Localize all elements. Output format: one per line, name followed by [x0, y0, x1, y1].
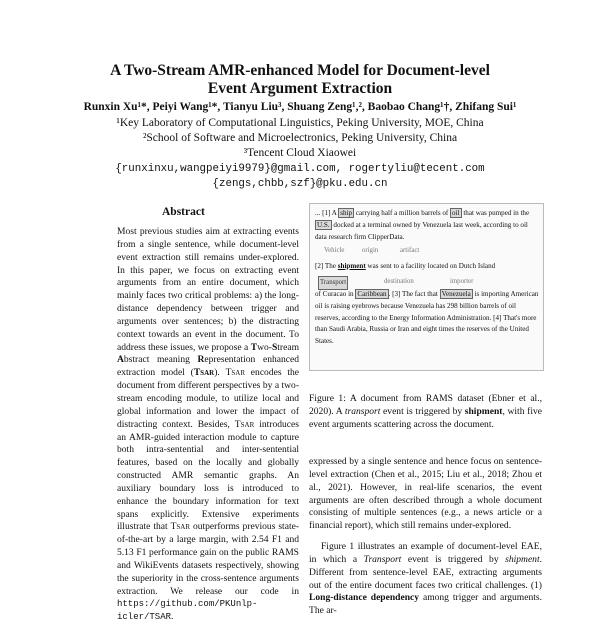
affiliation-1: ¹Key Laboratory of Computational Linguistics, Peking University, MOE, China	[116, 117, 484, 129]
label-transport: Transport	[318, 276, 348, 290]
figure-1-caption: Figure 1: A document from RAMS dataset (Ebner et al., 2020). A transport event is triggered by shipment, with five event arguments scattering across the document.	[309, 393, 542, 430]
affiliation-3: ³Tencent Cloud Xiaowei	[243, 147, 357, 159]
intro-paragraph-1: expressed by a single sentence and hence focus on sentence-level extraction (Chen et al., 2015; Liu et al., 2018; Zhou et al., 2021). However, in real-life scenarios, the event arguments are often described through a whole document consisting of multiple sentences (e.g., a news article or a financial report), which still remains under-explored.	[309, 456, 542, 532]
code-link[interactable]: https://github.com/PKUnlp-icler/TSAR	[117, 599, 258, 623]
intro-text	[309, 456, 542, 618]
figure-sentence-2: [2] The shipment was sent to a facility located on Dutch Island	[315, 262, 496, 270]
label-destination: destination	[384, 278, 414, 285]
author-list: Runxin Xu¹*, Peiyi Wang¹*, Tianyu Liu³, Shuang Zeng¹,², Baobao Chang¹†, Zhifang Sui¹	[83, 101, 517, 113]
figure-sentence-3: of Curacao in Caribbean . [3] The fact that Venezuela is importing American oil is raising eyebrows because Venezuela has 298 billion barrels of oil reserves, according to the Energy Information Administration. [4] That's more than Saudi Arabia, Russia or Iran and eight times the reserves of the United States.	[315, 290, 539, 346]
abstract-body: Most previous studies aim at extracting events from a single sentence, while document-level event extraction still remains under-explored. In this paper, we focus on extracting event arguments from an entire document, which mainly faces two critical problems: a) the long-distance dependency between trigger and arguments over sentences; b) the distracting context towards an event in the document. To address these issues, we propose a Two-Stream Abstract meaning Representation enhanced extraction model (Tsar). Tsar encodes the document from different perspectives by a two-stream encoding module, to utilize local and global information and lower the impact of distracting context. Besides, Tsar introduces an AMR-guided interaction module to capture both intra-sentential and inter-sentential features, based on the locally and globally constructed AMR semantic graphs. An auxiliary boundary loss is introduced to enhance the boundary information for text spans explicitly. Extensive experiments illustrate that Tsar outperforms previous state-of-the-art by a large margin, with 2.54 F1 and 5.13 F1 performance gain on the public RAMS and WikiEvents datasets respectively, showing the superiority in the cross-sentence arguments extraction. We release our code in https://github.com/PKUnlp-icler/TSAR.	[117, 226, 300, 623]
label-origin: origin	[362, 247, 379, 254]
email-line-1: {runxinxu,wangpeiyi9979}@gmail.com, rogertyliu@tecent.com	[115, 163, 485, 175]
figure-sentence-1: ... [1] A ship carrying half a million barrels of oil that was pumped in the U.S. docked at a terminal owned by Venezuela last week, according to oil data research firm ClipperData.	[315, 209, 530, 241]
label-vehicle: Vehicle	[324, 247, 345, 254]
label-artifact: artifact	[400, 247, 420, 254]
email-line-2: {zengs,chbb,szf}@pku.edu.cn	[212, 178, 388, 190]
intro-paragraph-2: Figure 1 illustrates an example of document-level EAE, in which a Transport event is triggered by shipment. Different from sentence-level EAE, extracting arguments out of the entire document faces two critical challenges. (1) Long-distance dependency among trigger and arguments. The ar-	[309, 541, 543, 617]
paper-title: A Two-Stream AMR-enhanced Model for Document-level Event Argument Extraction	[110, 62, 490, 97]
affiliation-2: ²School of Software and Microelectronics, Peking University, China	[142, 132, 458, 144]
label-importer: importer	[450, 278, 474, 285]
figure-1-document-example	[309, 203, 544, 371]
abstract-heading: Abstract	[162, 206, 205, 218]
